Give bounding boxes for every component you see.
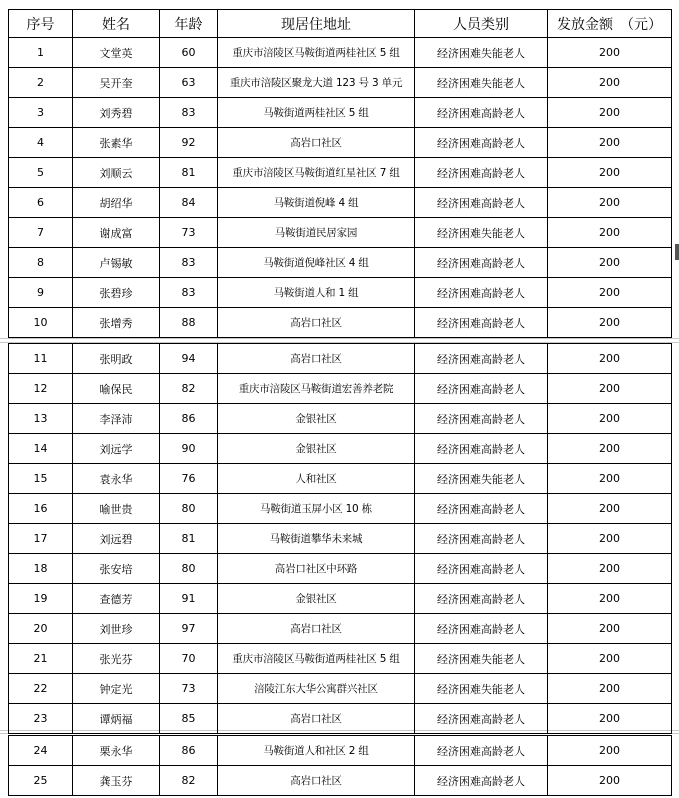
cell-age: 84 [160,188,218,218]
cell-age: 70 [160,644,218,674]
cell-category: 经济困难高龄老人 [415,278,548,308]
cell-category: 经济困难高龄老人 [415,494,548,524]
cell-age: 83 [160,248,218,278]
cell-address: 金银社区 [218,584,415,614]
table-row [9,98,672,128]
cell-index: 5 [9,158,73,188]
cell-address: 高岩口社区中环路 [218,554,415,584]
table-row [9,38,672,68]
table-row [9,278,672,308]
table-row [9,308,672,338]
cell-amount: 200 [548,766,672,796]
table-part-1 [8,9,672,338]
cell-amount: 200 [548,344,672,374]
cell-index: 1 [9,38,73,68]
cell-name: 袁永华 [73,464,160,494]
cell-amount: 200 [548,374,672,404]
cell-amount: 200 [548,188,672,218]
cell-address: 重庆市涪陵区马鞍街道两桂社区 5 组 [218,644,415,674]
cell-index: 10 [9,308,73,338]
cell-index: 2 [9,68,73,98]
table-row [9,188,672,218]
cell-category: 经济困难高龄老人 [415,98,548,128]
cell-index: 4 [9,128,73,158]
cell-age: 83 [160,98,218,128]
cell-amount: 200 [548,704,672,734]
cell-index: 14 [9,434,73,464]
table-row [9,344,672,374]
cell-category: 经济困难失能老人 [415,644,548,674]
cell-address: 金银社区 [218,434,415,464]
cell-index: 21 [9,644,73,674]
cell-name: 谭炳福 [73,704,160,734]
cell-amount: 200 [548,644,672,674]
cell-address: 重庆市涪陵区马鞍街道红星社区 7 组 [218,158,415,188]
cell-address: 重庆市涪陵区马鞍街道宏善养老院 [218,374,415,404]
cell-amount: 200 [548,308,672,338]
cell-address: 高岩口社区 [218,766,415,796]
cell-category: 经济困难高龄老人 [415,614,548,644]
cell-address: 高岩口社区 [218,308,415,338]
header-age: 年龄 [160,10,218,38]
cell-age: 83 [160,278,218,308]
cell-age: 82 [160,766,218,796]
cell-amount: 200 [548,614,672,644]
cell-age: 81 [160,524,218,554]
cell-index: 7 [9,218,73,248]
cell-category: 经济困难失能老人 [415,38,548,68]
cell-category: 经济困难高龄老人 [415,584,548,614]
cell-name: 喻世贵 [73,494,160,524]
cell-name: 胡绍华 [73,188,160,218]
cell-category: 经济困难高龄老人 [415,344,548,374]
cell-age: 85 [160,704,218,734]
cell-category: 经济困难失能老人 [415,218,548,248]
cell-age: 88 [160,308,218,338]
cell-address: 重庆市涪陵区马鞍街道两桂社区 5 组 [218,38,415,68]
cell-amount: 200 [548,38,672,68]
cell-name: 张增秀 [73,308,160,338]
cell-amount: 200 [548,404,672,434]
cell-amount: 200 [548,736,672,766]
cell-address: 高岩口社区 [218,704,415,734]
cell-age: 73 [160,218,218,248]
cell-name: 吴开奎 [73,68,160,98]
table-row [9,736,672,766]
cell-name: 张光芬 [73,644,160,674]
cell-category: 经济困难高龄老人 [415,736,548,766]
cell-address: 马鞍街道倪峰社区 4 组 [218,248,415,278]
cell-name: 喻保民 [73,374,160,404]
cell-age: 82 [160,374,218,404]
page-break-line [0,338,679,339]
table-row [9,554,672,584]
cell-category: 经济困难高龄老人 [415,248,548,278]
cell-address: 人和社区 [218,464,415,494]
cell-amount: 200 [548,278,672,308]
cell-index: 6 [9,188,73,218]
cell-category: 经济困难高龄老人 [415,524,548,554]
cell-amount: 200 [548,128,672,158]
cell-address: 马鞍街道人和社区 2 组 [218,736,415,766]
cell-age: 80 [160,494,218,524]
header-address: 现居住地址 [218,10,415,38]
cell-name: 谢成富 [73,218,160,248]
cell-amount: 200 [548,494,672,524]
cell-category: 经济困难高龄老人 [415,766,548,796]
cell-category: 经济困难高龄老人 [415,158,548,188]
cell-index: 9 [9,278,73,308]
cell-index: 3 [9,98,73,128]
cell-amount: 200 [548,158,672,188]
cell-address: 马鞍街道玉屏小区 10 栋 [218,494,415,524]
cell-amount: 200 [548,218,672,248]
cell-name: 张素华 [73,128,160,158]
cell-category: 经济困难失能老人 [415,464,548,494]
edge-mark [675,244,679,260]
header-amount: 发放金额 （元） [548,10,672,38]
cell-amount: 200 [548,68,672,98]
cell-age: 86 [160,736,218,766]
cell-name: 刘秀碧 [73,98,160,128]
cell-name: 张明政 [73,344,160,374]
cell-age: 86 [160,404,218,434]
cell-address: 高岩口社区 [218,128,415,158]
cell-amount: 200 [548,248,672,278]
cell-address: 高岩口社区 [218,344,415,374]
table-row [9,434,672,464]
table-row [9,404,672,434]
cell-address: 马鞍街道民居家园 [218,218,415,248]
cell-age: 97 [160,614,218,644]
table-row [9,218,672,248]
cell-age: 94 [160,344,218,374]
cell-name: 文堂英 [73,38,160,68]
cell-category: 经济困难高龄老人 [415,308,548,338]
cell-index: 20 [9,614,73,644]
cell-category: 经济困难高龄老人 [415,128,548,158]
cell-index: 23 [9,704,73,734]
cell-category: 经济困难失能老人 [415,68,548,98]
cell-index: 13 [9,404,73,434]
cell-category: 经济困难高龄老人 [415,374,548,404]
cell-index: 19 [9,584,73,614]
table-part-3 [8,735,672,796]
cell-age: 92 [160,128,218,158]
table-row [9,674,672,704]
cell-age: 90 [160,434,218,464]
table-row [9,524,672,554]
table-row [9,494,672,524]
cell-name: 刘远碧 [73,524,160,554]
cell-amount: 200 [548,524,672,554]
cell-category: 经济困难失能老人 [415,674,548,704]
header-name: 姓名 [73,10,160,38]
cell-name: 查德芳 [73,584,160,614]
cell-name: 张安培 [73,554,160,584]
cell-index: 15 [9,464,73,494]
cell-address: 马鞍街道人和 1 组 [218,278,415,308]
cell-index: 17 [9,524,73,554]
cell-address: 金银社区 [218,404,415,434]
cell-name: 刘顺云 [73,158,160,188]
table-row [9,464,672,494]
cell-index: 8 [9,248,73,278]
cell-category: 经济困难高龄老人 [415,704,548,734]
header-category: 人员类别 [415,10,548,38]
table-row [9,374,672,404]
cell-address: 马鞍街道攀华未来城 [218,524,415,554]
cell-age: 60 [160,38,218,68]
cell-amount: 200 [548,554,672,584]
cell-address: 马鞍街道两桂社区 5 组 [218,98,415,128]
cell-name: 钟定光 [73,674,160,704]
cell-address: 马鞍街道倪峰 4 组 [218,188,415,218]
cell-address: 涪陵江东大华公寓群兴社区 [218,674,415,704]
cell-category: 经济困难高龄老人 [415,554,548,584]
table-row [9,704,672,734]
cell-name: 李泽沛 [73,404,160,434]
cell-index: 24 [9,736,73,766]
cell-age: 80 [160,554,218,584]
cell-index: 12 [9,374,73,404]
cell-index: 25 [9,766,73,796]
header-row [9,10,672,38]
cell-index: 18 [9,554,73,584]
table-row [9,128,672,158]
cell-name: 张碧珍 [73,278,160,308]
cell-index: 16 [9,494,73,524]
cell-amount: 200 [548,464,672,494]
table-part-2 [8,343,672,734]
cell-name: 龚玉芬 [73,766,160,796]
cell-category: 经济困难高龄老人 [415,434,548,464]
cell-address: 高岩口社区 [218,614,415,644]
cell-index: 11 [9,344,73,374]
cell-name: 刘世珍 [73,614,160,644]
cell-amount: 200 [548,98,672,128]
table-row [9,614,672,644]
cell-age: 76 [160,464,218,494]
cell-name: 栗永华 [73,736,160,766]
table-row [9,158,672,188]
cell-address: 重庆市涪陵区聚龙大道 123 号 3 单元 [218,68,415,98]
cell-name: 刘远学 [73,434,160,464]
table-row [9,644,672,674]
cell-category: 经济困难高龄老人 [415,404,548,434]
table-row [9,766,672,796]
table-row [9,248,672,278]
cell-amount: 200 [548,674,672,704]
cell-age: 73 [160,674,218,704]
header-index: 序号 [9,10,73,38]
cell-amount: 200 [548,584,672,614]
cell-age: 63 [160,68,218,98]
cell-category: 经济困难高龄老人 [415,188,548,218]
table-row [9,584,672,614]
cell-age: 81 [160,158,218,188]
cell-amount: 200 [548,434,672,464]
cell-index: 22 [9,674,73,704]
cell-name: 卢锡敏 [73,248,160,278]
cell-age: 91 [160,584,218,614]
table-row [9,68,672,98]
